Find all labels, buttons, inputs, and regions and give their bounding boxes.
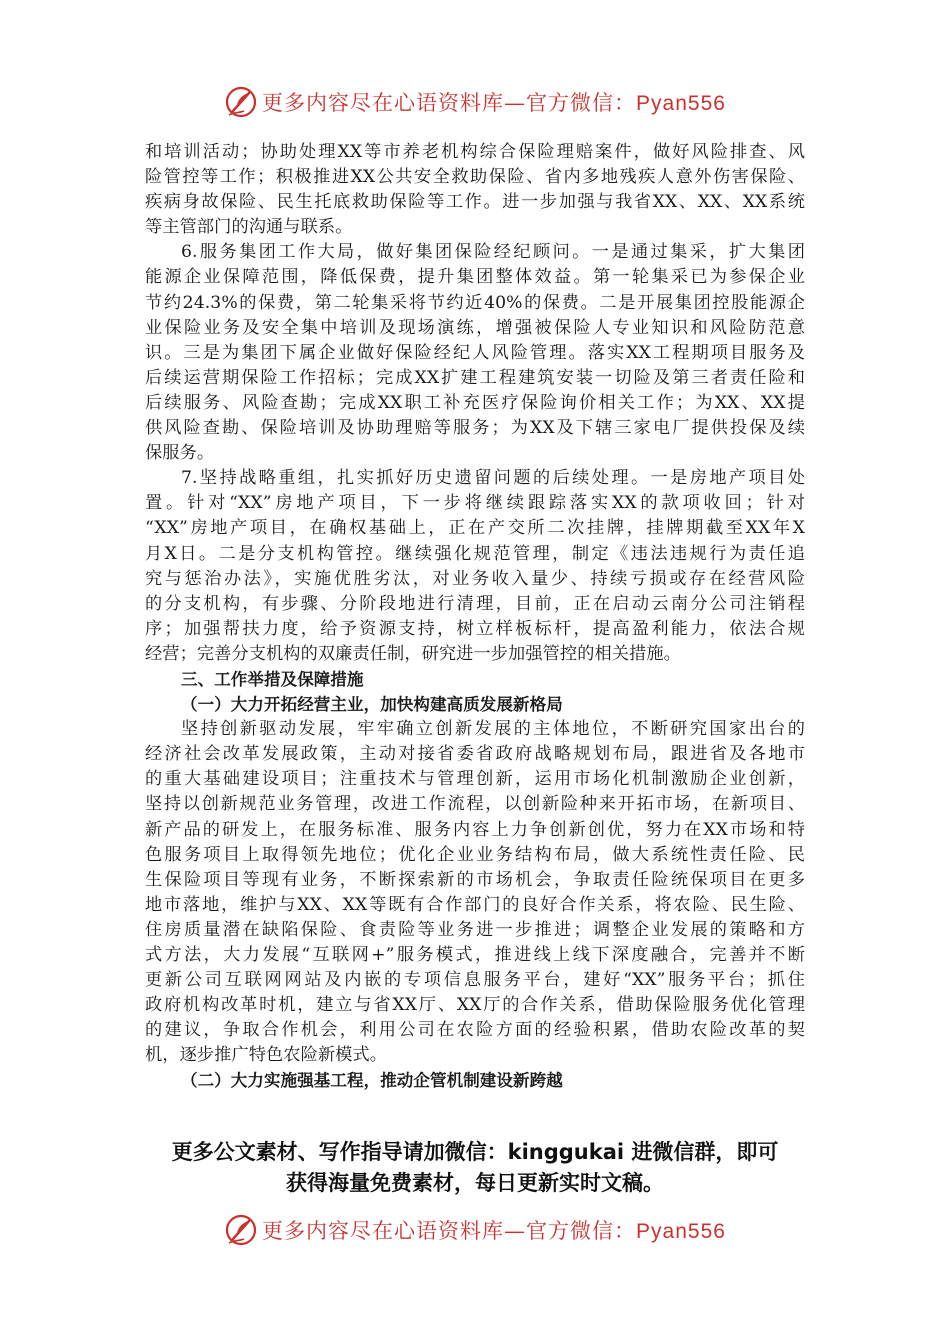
paragraph-line: 置。针对“XX”房地产项目，下一步将继续跟踪落实XX的款项收回；针对	[145, 493, 805, 514]
paragraph-line: 供风险查勘、保险培训及协助理赔等服务；为XX及下辖三家电厂提供投保及续	[145, 418, 805, 439]
paragraph-line: 和培训活动；协助处理XX等市养老机构综合保险理赔案件，做好风险排查、风	[145, 142, 805, 162]
paragraph-line: 住房质量潜在缺陷保险、食责险等业务进一步推进；调整企业发展的策略和方	[145, 919, 805, 940]
paragraph-line: “XX”房地产项目，在确权基础上，正在产交所二次挂牌，挂牌期截至XX年X	[145, 518, 805, 539]
banner-text: 更多内容尽在心语资料库—官方微信：Pyan556	[262, 91, 726, 115]
paragraph-line: 保服务。	[145, 443, 215, 464]
paragraph-line: 式方法，大力发展“互联网+”服务模式，推进线上线下深度融合，完善并不断	[145, 945, 805, 965]
promo-line-2: 获得海量免费素材，每日更新实时文稿。	[286, 1171, 664, 1195]
paragraph-line: 的分支机构，有步骤、分阶段地进行清理，目前，正在启动云南分公司注销程	[145, 593, 805, 614]
section-subheading: （一）大力开拓经营主业，加快构建高质发展新格局	[181, 695, 563, 715]
paragraph-line: 色服务项目上取得领先地位；优化企业业务结构布局，做大系统性责任险、民	[145, 844, 805, 865]
promo-block	[0, 1137, 950, 1199]
paragraph-line: 政府机构改革时机，建立与省XX厅、XX厅的合作关系，借助保险服务优化管理	[145, 995, 805, 1016]
paragraph-line: 月X日。二是分支机构管控。继续强化规范管理，制定《违法违规行为责任追	[145, 543, 805, 564]
quill-logo-icon	[224, 1213, 258, 1247]
paragraph-line: 疾病身故保险、民生托底救助保险等工作。进一步加强与我省XX、XX、XX系统	[145, 192, 805, 213]
section-heading: 三、工作举措及保障措施	[181, 669, 364, 689]
paragraph-line: 节约24.3%的保费，第二轮集采将节约近40%的保费。二是开展集团控股能源企	[145, 292, 805, 313]
paragraph-line: 地市落地，维护与XX、XX等既有合作部门的良好合作关系，将农险、民生险、	[145, 894, 805, 915]
quill-logo-icon	[224, 85, 258, 119]
paragraph-line: 后续服务、风险查勘；完成XX职工补充医疗保险询价相关工作；为XX、XX提	[145, 392, 805, 413]
paragraph-line: 坚持以创新规范业务管理，改进工作流程，以创新险种来开拓市场，在新项目、	[145, 794, 805, 815]
header-banner	[0, 82, 950, 122]
paragraph-line: 7.坚持战略重组，扎实抓好历史遗留问题的后续处理。一是房地产项目处	[181, 468, 805, 489]
paragraph-line: 更新公司互联网网站及内嵌的专项信息服务平台，建好“XX”服务平台；抓住	[145, 970, 805, 991]
paragraph-line: 的建议，争取合作机会，利用公司在农险方面的经验积累，借助农险改革的契	[145, 1020, 805, 1041]
wechat-id: Pyan556	[636, 92, 726, 115]
paragraph-line: 序；加强帮扶力度，给予资源支持，树立样板标杆，提高盈利能力，依法合规	[145, 618, 805, 639]
paragraph-line: 新产品的研发上，在服务标准、服务内容上力争创新创优，努力在XX市场和特	[145, 819, 805, 840]
promo-line-1: 更多公文素材、写作指导请加微信：kinggukai 进微信群，即可	[171, 1140, 779, 1164]
paragraph-line: 6.服务集团工作大局，做好集团保险经纪顾问。一是通过集采，扩大集团	[181, 242, 805, 263]
paragraph-line: 识。三是为集团下属企业做好保险经纪人风险管理。落实XX工程期项目服务及	[145, 342, 805, 363]
paragraph-line: 经营；完善分支机构的双廉责任制，研究进一步加强管控的相关措施。	[145, 643, 681, 664]
paragraph-line: 后续运营期保险工作招标；完成XX扩建工程建筑安装一切险及第三者责任险和	[145, 367, 805, 388]
paragraph-line: 险管控等工作；积极推进XX公共安全救助保险、省内多地残疾人意外伤害保险、	[145, 167, 805, 188]
section-subheading: （二）大力实施强基工程，推动企管机制建设新跨越	[181, 1071, 563, 1091]
paragraph-line: 究与惩治办法》，实施优胜劣汰，对业务收入量少、持续亏损或存在经营风险	[145, 568, 805, 589]
paragraph-line: 经济社会改革发展政策，主动对接省委省政府战略规划布局，跟进省及各地市	[145, 744, 805, 765]
document-body	[145, 140, 805, 1094]
wechat-id: Pyan556	[636, 1220, 726, 1243]
paragraph-line: 业保险业务及安全集中培训及现场演练，增强被保险人专业知识和风险防范意	[145, 317, 805, 338]
footer-banner	[0, 1210, 950, 1250]
banner-text: 更多内容尽在心语资料库—官方微信：Pyan556	[262, 1219, 726, 1243]
paragraph-line: 生保险项目等现有业务，不断探索新的市场机会，争取责任险统保项目在更多	[145, 869, 805, 890]
paragraph-line: 的重大基础建设项目；注重技术与管理创新，运用市场化机制激励企业创新，	[145, 769, 805, 790]
paragraph-line: 能源企业保障范围，降低保费，提升集团整体效益。第一轮集采已为参保企业	[145, 267, 805, 288]
paragraph-line: 坚持创新驱动发展，牢牢确立创新发展的主体地位，不断研究国家出台的	[181, 719, 805, 740]
paragraph-line: 等主管部门的沟通与联系。	[145, 217, 353, 238]
paragraph-line: 机，逐步推广特色农险新模式。	[145, 1045, 388, 1066]
